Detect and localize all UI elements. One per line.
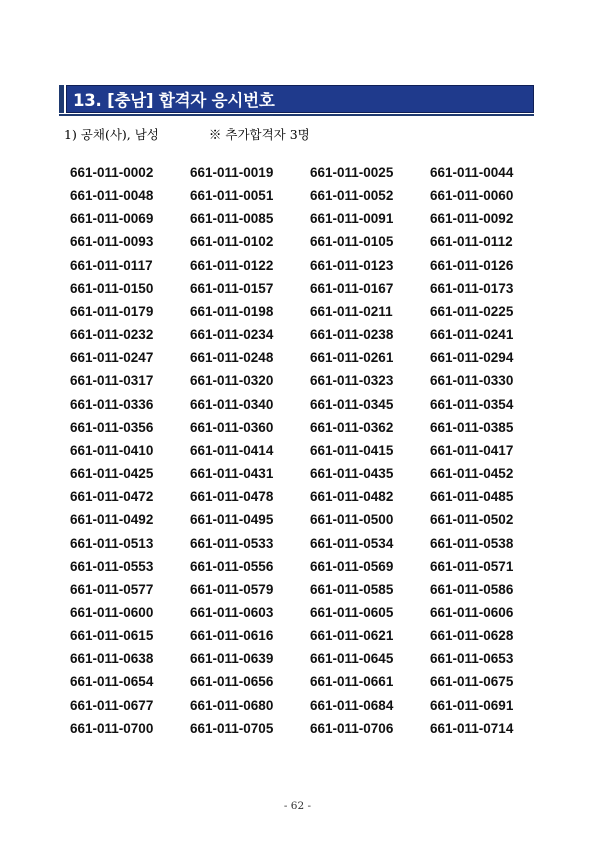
exam-number: 661-011-0615 (70, 628, 154, 644)
exam-number: 661-011-0675 (430, 674, 514, 690)
exam-number: 661-011-0085 (190, 211, 274, 227)
exam-number: 661-011-0621 (310, 628, 394, 644)
exam-number: 661-011-0093 (70, 234, 154, 250)
title-underline (59, 114, 534, 116)
exam-number: 661-011-0048 (70, 188, 154, 204)
exam-number: 661-011-0320 (190, 373, 274, 389)
exam-number: 661-011-0122 (190, 257, 274, 273)
exam-number: 661-011-0360 (190, 419, 274, 435)
exam-number: 661-011-0606 (430, 604, 514, 620)
exam-number: 661-011-0705 (190, 720, 274, 736)
exam-number: 661-011-0502 (430, 512, 514, 528)
exam-number: 661-011-0167 (310, 280, 394, 296)
section-title-bar (59, 85, 534, 113)
exam-number: 661-011-0513 (70, 535, 154, 551)
title-accent-stripe (59, 85, 64, 113)
exam-number: 661-011-0105 (310, 234, 394, 250)
exam-number: 661-011-0091 (310, 211, 394, 227)
exam-number: 661-011-0044 (430, 165, 514, 180)
exam-number: 661-011-0485 (430, 489, 514, 505)
exam-number: 661-011-0417 (430, 442, 514, 458)
exam-number: 661-011-0577 (70, 581, 154, 597)
exam-number: 661-011-0051 (190, 188, 274, 204)
exam-number: 661-011-0569 (310, 558, 394, 574)
exam-number: 661-011-0654 (70, 674, 154, 690)
exam-number: 661-011-0157 (190, 280, 274, 296)
exam-number: 661-011-0019 (190, 165, 274, 180)
exam-number: 661-011-0425 (70, 466, 154, 482)
exam-number: 661-011-0248 (190, 350, 274, 366)
exam-number: 661-011-0435 (310, 466, 394, 482)
exam-number: 661-011-0553 (70, 558, 154, 574)
exam-number: 661-011-0482 (310, 489, 394, 505)
exam-number: 661-011-0052 (310, 188, 394, 204)
exam-number: 661-011-0317 (70, 373, 154, 389)
exam-number: 661-011-0639 (190, 651, 274, 667)
exam-number: 661-011-0472 (70, 489, 154, 505)
exam-number: 661-011-0645 (310, 651, 394, 667)
exam-number: 661-011-0680 (190, 697, 274, 713)
exam-number: 661-011-0600 (70, 604, 154, 620)
exam-number: 661-011-0123 (310, 257, 394, 273)
exam-number: 661-011-0362 (310, 419, 394, 435)
exam-number: 661-011-0492 (70, 512, 154, 528)
exam-number: 661-011-0452 (430, 466, 514, 482)
exam-number: 661-011-0247 (70, 350, 154, 366)
exam-number: 661-011-0714 (430, 720, 514, 736)
exam-number: 661-011-0500 (310, 512, 394, 528)
exam-number: 661-011-0069 (70, 211, 154, 227)
exam-number: 661-011-0117 (70, 257, 153, 273)
exam-number: 661-011-0002 (70, 165, 154, 180)
exam-number: 661-011-0661 (310, 674, 394, 690)
exam-number: 661-011-0638 (70, 651, 154, 667)
exam-number: 661-011-0706 (310, 720, 394, 736)
subsection-heading (64, 125, 310, 143)
exam-number: 661-011-0579 (190, 581, 274, 597)
exam-number: 661-011-0345 (310, 396, 394, 412)
exam-number: 661-011-0700 (70, 720, 154, 736)
exam-number: 661-011-0616 (190, 628, 274, 644)
exam-number: 661-011-0534 (310, 535, 394, 551)
exam-number: 661-011-0691 (430, 697, 514, 713)
exam-number: 661-011-0603 (190, 604, 274, 620)
exam-number: 661-011-0605 (310, 604, 394, 620)
exam-number: 661-011-0431 (190, 466, 274, 482)
exam-number: 661-011-0653 (430, 651, 514, 667)
exam-number: 661-011-0294 (430, 350, 514, 366)
exam-number: 661-011-0495 (190, 512, 274, 528)
additional-passers-note: ※ 추가합격자 3명 (208, 127, 310, 142)
exam-number-grid (70, 161, 550, 740)
exam-number: 661-011-0478 (190, 489, 274, 505)
subsection-label: 1) 공채(사), 남성 (64, 127, 159, 142)
exam-number: 661-011-0323 (310, 373, 394, 389)
exam-number: 661-011-0533 (190, 535, 274, 551)
exam-number: 661-011-0232 (70, 327, 154, 343)
exam-number: 661-011-0238 (310, 327, 394, 343)
exam-number: 661-011-0628 (430, 628, 514, 644)
exam-number: 661-011-0225 (430, 303, 514, 319)
exam-number: 661-011-0234 (190, 327, 274, 343)
exam-number: 661-011-0340 (190, 396, 274, 412)
exam-number: 661-011-0538 (430, 535, 514, 551)
exam-number: 661-011-0356 (70, 419, 154, 435)
page-number: - 62 - (283, 800, 312, 812)
exam-number: 661-011-0112 (430, 234, 513, 250)
section-title: 13. [충남] 합격자 응시번호 (66, 85, 534, 113)
exam-number: 661-011-0261 (310, 350, 394, 366)
exam-number: 661-011-0415 (310, 442, 394, 458)
exam-number: 661-011-0126 (430, 257, 514, 273)
exam-number: 661-011-0060 (430, 188, 514, 204)
exam-number: 661-011-0556 (190, 558, 274, 574)
exam-number: 661-011-0410 (70, 442, 154, 458)
exam-number: 661-011-0179 (70, 303, 154, 319)
exam-number: 661-011-0025 (310, 165, 394, 180)
exam-number: 661-011-0241 (430, 327, 514, 343)
exam-number: 661-011-0677 (70, 697, 154, 713)
exam-number: 661-011-0656 (190, 674, 274, 690)
exam-number: 661-011-0571 (430, 558, 514, 574)
exam-number: 661-011-0102 (190, 234, 274, 250)
exam-number: 661-011-0414 (190, 442, 274, 458)
exam-number: 661-011-0684 (310, 697, 394, 713)
exam-number: 661-011-0173 (430, 280, 514, 296)
exam-number: 661-011-0211 (310, 303, 393, 319)
exam-number: 661-011-0585 (310, 581, 394, 597)
exam-number: 661-011-0150 (70, 280, 154, 296)
exam-number: 661-011-0330 (430, 373, 514, 389)
exam-number: 661-011-0336 (70, 396, 154, 412)
exam-number: 661-011-0354 (430, 396, 514, 412)
exam-number: 661-011-0092 (430, 211, 514, 227)
exam-number: 661-011-0198 (190, 303, 274, 319)
exam-number: 661-011-0586 (430, 581, 514, 597)
exam-number: 661-011-0385 (430, 419, 514, 435)
